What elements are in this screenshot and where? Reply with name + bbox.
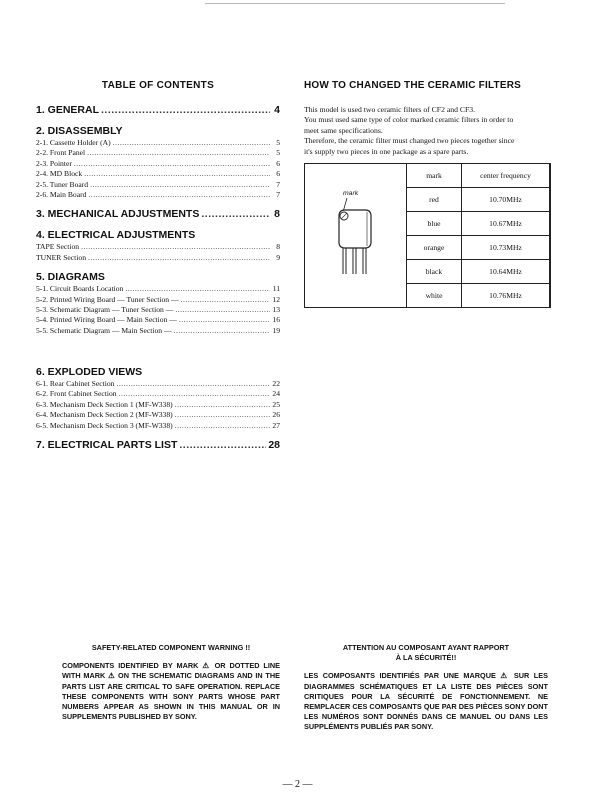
table-header: mark: [407, 164, 462, 188]
ceramic-paragraph-2: Therefore, the ceramic filter must changed two pieces together since it's supply two pieces in one package as a spare parts.: [304, 136, 515, 156]
ceramic-filter-figure: [304, 163, 551, 308]
table-header: center frequency: [462, 164, 550, 188]
table-of-contents: [36, 80, 280, 336]
toc-title: TABLE OF CONTENTS: [101, 80, 215, 91]
safety-warning-english: [62, 643, 280, 722]
table-cell: 10.70MHz: [462, 188, 550, 212]
toc-entry[interactable]: 2-4. MD Block ..... 6: [36, 169, 280, 179]
table-cell: blue: [407, 212, 462, 236]
table-of-contents-continued: [36, 366, 280, 452]
toc-entry[interactable]: TAPE Section ..... 8: [36, 242, 280, 252]
toc-entry[interactable]: 6-3. Mechanism Deck Section 1 (MF-W338) ..... 25: [36, 400, 280, 410]
safety-warning-title-fr-line2: À LA SÉCURITÉ!!: [395, 653, 457, 663]
top-scan-line: [205, 3, 505, 4]
table-cell: 10.64MHz: [462, 260, 550, 284]
filter-frequency-table: [406, 163, 550, 308]
table-row: [407, 284, 550, 308]
ceramic-paragraph-1: This model is used two ceramic filters of CF2 and CF3. You must used same type of color marked ceramic filters in order to meet same specifications.: [304, 105, 514, 135]
toc-section-parts-list[interactable]: 7. ELECTRICAL PARTS LIST ..... 28: [36, 439, 280, 452]
safety-warning-french: [304, 643, 548, 733]
toc-entry[interactable]: 2-6. Main Board ..... 7: [36, 190, 280, 200]
safety-warning-body-fr: LES COMPOSANTS IDENTIFIÉS PAR UNE MARQUE ⚠ SUR LES DIAGRAMMES SCHÉMATIQUES ET LA LISTE DES PIÈCES SONT CRITIQUES POUR LA SÉCURITÉ DE FONCTIONNEMENT. NE REMPLACER CES COMPOSANTS QUE PAR DES PIÈCES SONY DONT LES NUMÉROS SONT DONNÉS DANS CE MANUEL OU DANS LES SUPPLÉMENTS PUBLIÉS PAR SONY.: [304, 671, 548, 732]
table-cell: 10.76MHz: [462, 284, 550, 308]
toc-entry[interactable]: 6-1. Rear Cabinet Section ..... 22: [36, 379, 280, 389]
toc-entry[interactable]: 5-2. Printed Wiring Board — Tuner Section — ..... 12: [36, 295, 280, 305]
ceramic-filter-title: HOW TO CHANGED THE CERAMIC FILTERS: [304, 80, 521, 91]
table-row: [407, 212, 550, 236]
toc-entry[interactable]: 5-3. Schematic Diagram — Tuner Section — ..... 13: [36, 305, 280, 315]
toc-entry[interactable]: 6-2. Front Cabinet Section ..... 24: [36, 389, 280, 399]
safety-warning-title-fr: ATTENTION AU COMPOSANT AYANT RAPPORT: [342, 643, 510, 652]
toc-entry[interactable]: 2-2. Front Panel ..... 5: [36, 148, 280, 158]
toc-section-mechanical[interactable]: 3. MECHANICAL ADJUSTMENTS ..... 8: [36, 208, 280, 221]
toc-entry[interactable]: 5-5. Schematic Diagram — Main Section — ..... 19: [36, 326, 280, 336]
toc-entry[interactable]: 2-5. Tuner Board ..... 7: [36, 180, 280, 190]
ceramic-filter-component-icon: [327, 198, 383, 278]
table-cell: red: [407, 188, 462, 212]
page-number: — 2 —: [282, 779, 313, 790]
toc-section-diagrams[interactable]: 5. DIAGRAMS: [36, 271, 105, 284]
toc-entry[interactable]: 6-4. Mechanism Deck Section 2 (MF-W338) ..... 26: [36, 410, 280, 420]
toc-entry[interactable]: 2-3. Pointer ..... 6: [36, 159, 280, 169]
table-cell: orange: [407, 236, 462, 260]
toc-entry[interactable]: 6-5. Mechanism Deck Section 3 (MF-W338) ..... 27: [36, 421, 280, 431]
safety-warning-title: SAFETY-RELATED COMPONENT WARNING !!: [91, 643, 251, 652]
table-cell: white: [407, 284, 462, 308]
mark-label: mark: [343, 190, 359, 197]
ceramic-filter-section: [304, 80, 556, 157]
toc-entry[interactable]: 5-1. Circuit Boards Location ..... 11: [36, 284, 280, 294]
table-cell: black: [407, 260, 462, 284]
safety-warning-body: COMPONENTS IDENTIFIED BY MARK ⚠ OR DOTTED LINE WITH MARK ⚠ ON THE SCHEMATIC DIAGRAMS AND IN THE PARTS LIST ARE CRITICAL TO SAFE OPERATION. REPLACE THESE COMPONENTS WITH SONY PARTS WHOSE PART NUMBERS APPEAR AS SHOWN IN THIS MANUAL OR IN SUPPLEMENTS PUBLISHED BY SONY.: [62, 661, 280, 722]
table-header-row: [407, 164, 550, 188]
toc-section-electrical[interactable]: 4. ELECTRICAL ADJUSTMENTS: [36, 229, 196, 242]
table-cell: 10.67MHz: [462, 212, 550, 236]
toc-section-disassembly[interactable]: 2. DISASSEMBLY: [36, 125, 123, 137]
toc-entry[interactable]: TUNER Section ..... 9: [36, 253, 280, 263]
toc-section-exploded[interactable]: 6. EXPLODED VIEWS: [36, 366, 143, 378]
table-row: [407, 260, 550, 284]
table-row: [407, 236, 550, 260]
toc-section-general[interactable]: 1. GENERAL ..... 4: [36, 104, 280, 117]
table-cell: 10.73MHz: [462, 236, 550, 260]
toc-entry[interactable]: 2-1. Cassette Holder (A) ..... 5: [36, 138, 280, 148]
table-row: [407, 188, 550, 212]
toc-entry[interactable]: 5-4. Printed Wiring Board — Main Section — ..... 16: [36, 315, 280, 325]
